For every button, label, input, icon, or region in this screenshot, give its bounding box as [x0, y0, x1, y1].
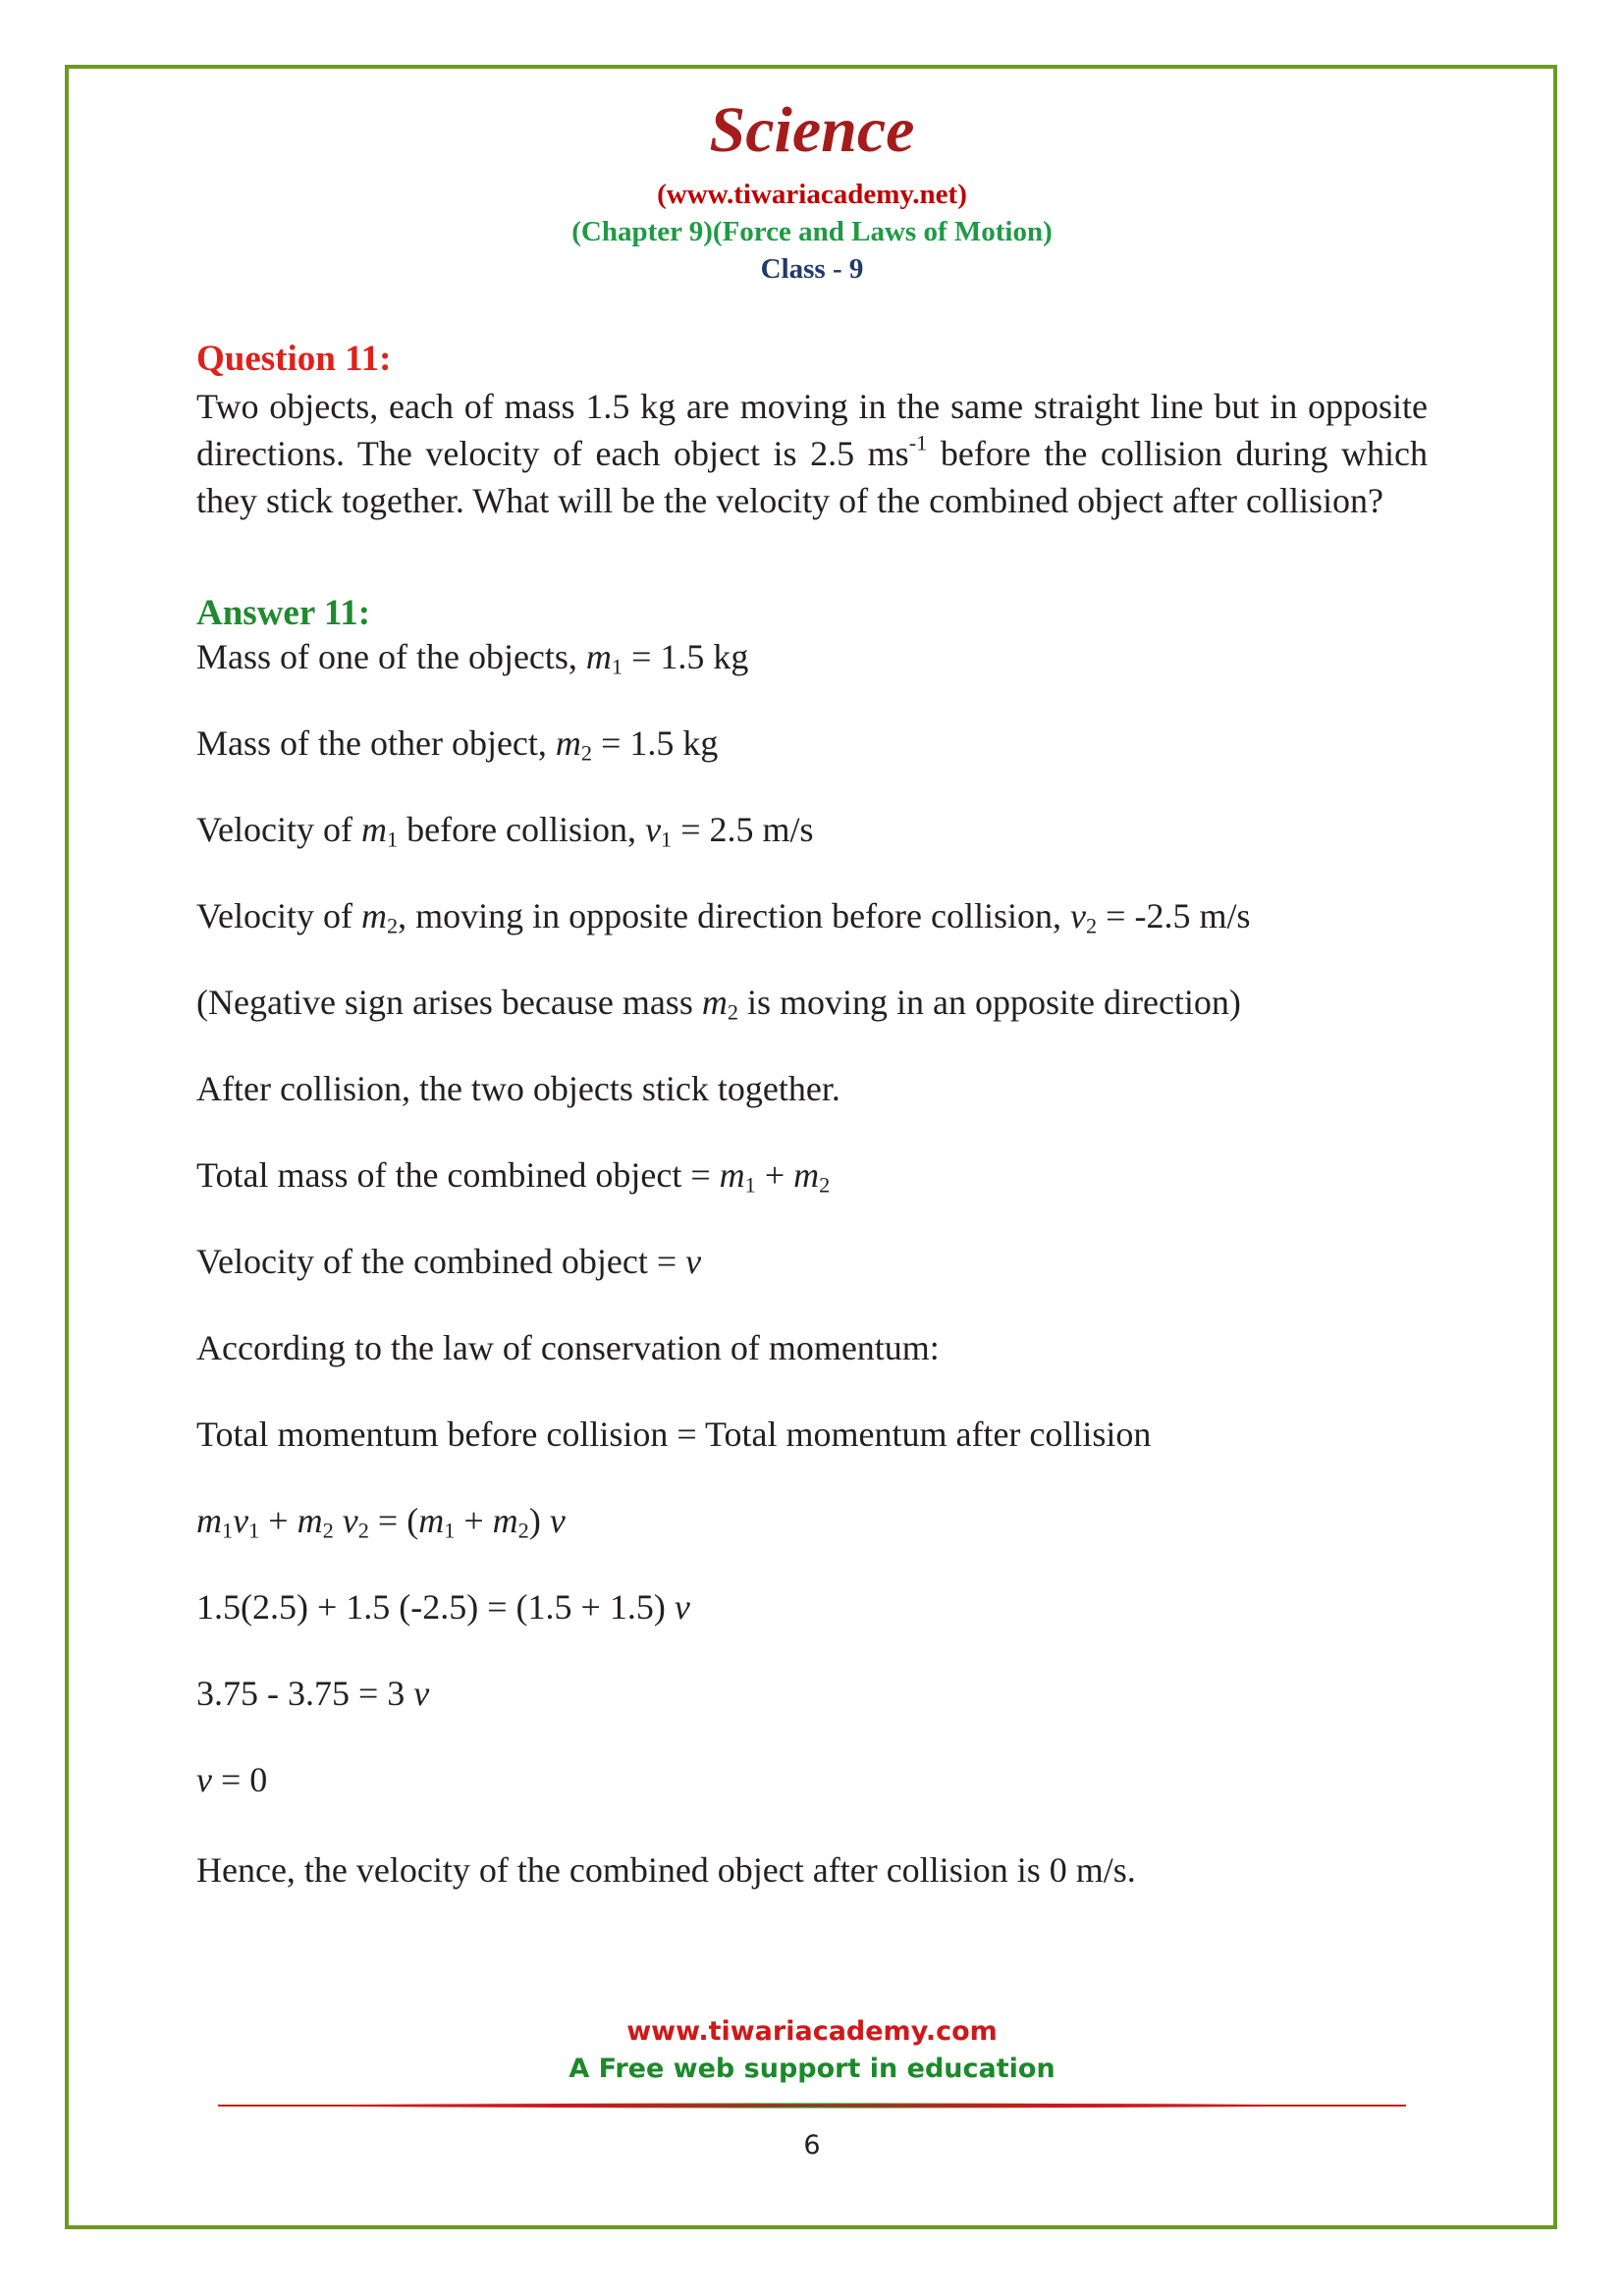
page-title: Science: [709, 94, 915, 166]
answer-heading: Answer 11:: [196, 593, 371, 633]
header-website: (www.tiwariacademy.net): [657, 179, 967, 210]
answer-line-3: Velocity of $m_1$ before collision, $v_1 = 2.5$ m/s: [196, 810, 814, 852]
answer-line-7: Total mass of the combined object = $m_1 + m_2$: [196, 1155, 831, 1198]
answer-line-10: Total momentum before collision = Total momentum after collision: [196, 1415, 1152, 1454]
question-text: Two objects, each of mass 1.5 kg are moving in the same straight line but in opposite directions. The velocity of each object is 2.5 $ms^{-1}$ before the collision during which they stick together. What will be the velocity of the combined object after collision?: [196, 387, 1428, 520]
header-class: Class - 9: [760, 253, 864, 285]
footer-website: www.tiwariacademy.com: [626, 2016, 998, 2047]
result-line: v = 0: [196, 1760, 268, 1799]
substitution-line: 1.5(2.5) + 1.5 (-2.5) = (1.5 + 1.5) v: [196, 1587, 690, 1627]
answer-line-2: Mass of the other object, $m_2 = 1.5$ kg: [196, 723, 719, 766]
answer-line-6: After collision, the two objects stick together.: [196, 1069, 840, 1108]
answer-line-5: (Negative sign arises because mass $m_2$ is moving in an opposite direction): [196, 983, 1241, 1025]
header-chapter: (Chapter 9)(Force and Laws of Motion): [571, 216, 1053, 247]
answer-line-4: Velocity of $m_2$, moving in opposite direction before collision, $v_2 = -2.5$ m/s: [196, 896, 1251, 938]
conclusion-line: Hence, the velocity of the combined object after collision is 0 m/s.: [196, 1850, 1136, 1890]
question-heading: Question 11:: [196, 339, 392, 379]
footer-tagline: A Free web support in education: [568, 2054, 1056, 2084]
answer-line-8: Velocity of the combined object = v: [196, 1242, 702, 1281]
answer-line-1: Mass of one of the objects, $m_1 = 1.5$ kg: [196, 637, 749, 679]
footer-divider: [218, 2101, 1406, 2110]
answer-line-9: According to the law of conservation of momentum:: [196, 1328, 940, 1367]
simplification-line: 3.75 - 3.75 = 3 v: [196, 1674, 430, 1713]
momentum-equation: $m_1v_1 + m_2$ $v_2 = (m_1 + m_2)$ v: [196, 1501, 566, 1543]
page-number: 6: [803, 2130, 821, 2161]
